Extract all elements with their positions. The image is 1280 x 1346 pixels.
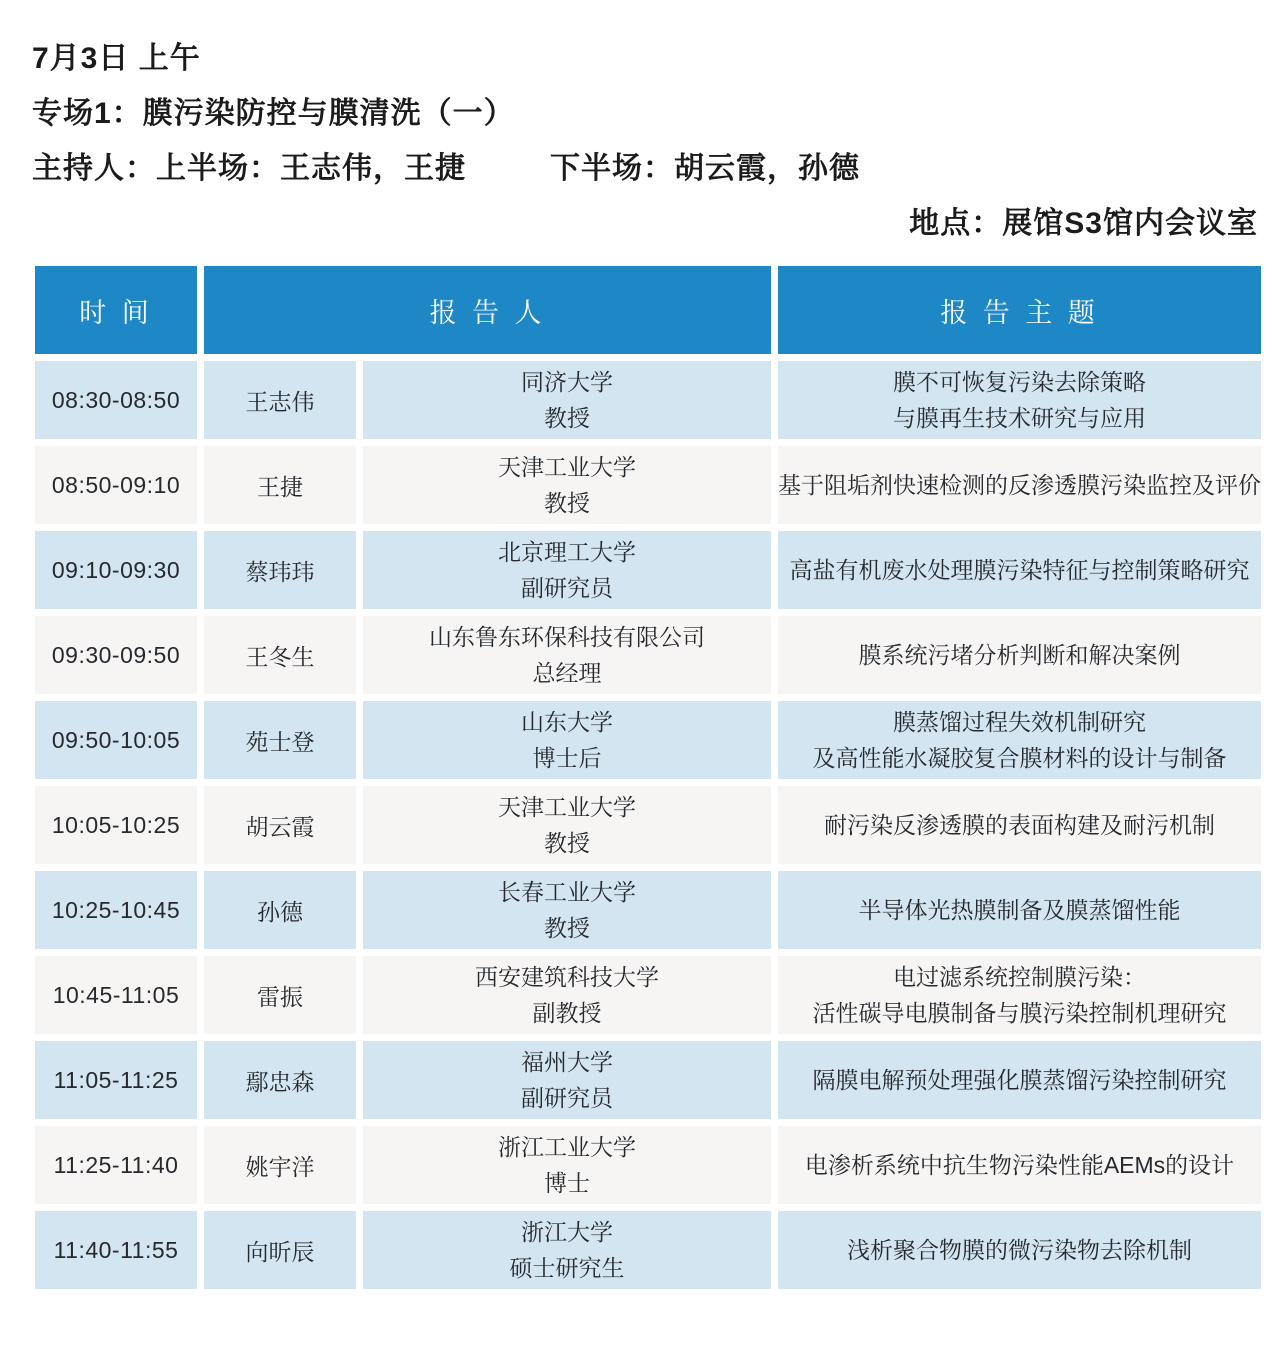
- affiliation-org: 山东大学: [521, 709, 613, 735]
- speaker-name-cell: 蔡玮玮: [204, 531, 356, 609]
- speaker-affiliation-cell: [363, 956, 771, 1034]
- time-cell: 10:05-10:25: [35, 786, 197, 864]
- time-cell: 09:10-09:30: [35, 531, 197, 609]
- time-cell: 11:40-11:55: [35, 1211, 197, 1289]
- table-row: [35, 446, 1261, 524]
- header-topic: 报 告 主 题: [778, 266, 1261, 354]
- session-title: 专场1：膜污染防控与膜清洗（一）: [32, 97, 515, 130]
- topic-cell: [778, 531, 1261, 609]
- topic-cell: [778, 1126, 1261, 1204]
- speaker-name-cell: 苑士登: [204, 701, 356, 779]
- speaker-name-cell: 姚宇洋: [204, 1126, 356, 1204]
- topic-cell: [778, 701, 1261, 779]
- affiliation-title: 教授: [544, 405, 590, 431]
- time-cell: 11:05-11:25: [35, 1041, 197, 1119]
- schedule-table: [28, 259, 1268, 1296]
- table-row: [35, 616, 1261, 694]
- affiliation-title: 博士后: [532, 745, 602, 771]
- topic-cell: [778, 616, 1261, 694]
- topic-cell: [778, 956, 1261, 1034]
- topic-cell: [778, 1041, 1261, 1119]
- speaker-affiliation-cell: [363, 1041, 771, 1119]
- affiliation-org: 福州大学: [521, 1049, 613, 1075]
- topic-cell: [778, 871, 1261, 949]
- topic-line: 膜系统污堵分析判断和解决案例: [858, 642, 1181, 668]
- table-row: [35, 1126, 1261, 1204]
- speaker-name-cell: 雷振: [204, 956, 356, 1034]
- speaker-affiliation-cell: [363, 1126, 771, 1204]
- speaker-affiliation-cell: [363, 701, 771, 779]
- affiliation-org: 山东鲁东环保科技有限公司: [429, 624, 705, 650]
- speaker-name-cell: 王志伟: [204, 361, 356, 439]
- topic-line: 浅析聚合物膜的微污染物去除机制: [847, 1237, 1193, 1263]
- speaker-affiliation-cell: [363, 361, 771, 439]
- time-cell: 08:50-09:10: [35, 446, 197, 524]
- affiliation-org: 浙江大学: [521, 1219, 613, 1245]
- affiliation-org: 浙江工业大学: [498, 1134, 636, 1160]
- time-cell: 10:45-11:05: [35, 956, 197, 1034]
- affiliation-title: 教授: [544, 915, 590, 941]
- location-line: 地点：展馆S3馆内会议室: [909, 207, 1258, 240]
- table-row: [35, 1041, 1261, 1119]
- time-cell: 11:25-11:40: [35, 1126, 197, 1204]
- affiliation-title: 硕士研究生: [509, 1255, 625, 1281]
- affiliation-title: 博士: [544, 1170, 590, 1196]
- speaker-affiliation-cell: [363, 1211, 771, 1289]
- topic-line: 及高性能水凝胶复合膜材料的设计与制备: [812, 745, 1227, 771]
- topic-line: 膜蒸馏过程失效机制研究: [893, 709, 1147, 735]
- speaker-name-cell: 王捷: [204, 446, 356, 524]
- affiliation-title: 教授: [544, 830, 590, 856]
- speaker-affiliation-cell: [363, 786, 771, 864]
- table-row: [35, 531, 1261, 609]
- header-time: 时 间: [35, 266, 197, 354]
- topic-line: 活性碳导电膜制备与膜污染控制机理研究: [812, 1000, 1227, 1026]
- table-row: [35, 701, 1261, 779]
- speaker-name-cell: 鄢忠森: [204, 1041, 356, 1119]
- affiliation-org: 长春工业大学: [498, 879, 636, 905]
- header-speaker: 报 告 人: [204, 266, 771, 354]
- speaker-affiliation-cell: [363, 446, 771, 524]
- affiliation-org: 西安建筑科技大学: [475, 964, 659, 990]
- table-row: [35, 361, 1261, 439]
- topic-line: 耐污染反渗透膜的表面构建及耐污机制: [824, 812, 1216, 838]
- affiliation-org: 同济大学: [521, 369, 613, 395]
- topic-cell: [778, 446, 1261, 524]
- hosts-first-half: 上半场：王志伟，王捷: [156, 152, 466, 185]
- speaker-affiliation-cell: [363, 871, 771, 949]
- topic-cell: [778, 361, 1261, 439]
- affiliation-org: 天津工业大学: [498, 454, 636, 480]
- topic-cell: [778, 786, 1261, 864]
- time-cell: 09:30-09:50: [35, 616, 197, 694]
- topic-line: 膜不可恢复污染去除策略: [893, 369, 1147, 395]
- table-row: [35, 786, 1261, 864]
- affiliation-title: 副研究员: [521, 575, 613, 601]
- topic-cell: [778, 1211, 1261, 1289]
- speaker-name-cell: 向昕辰: [204, 1211, 356, 1289]
- time-cell: 10:25-10:45: [35, 871, 197, 949]
- table-row: [35, 1211, 1261, 1289]
- speaker-name-cell: 孙德: [204, 871, 356, 949]
- affiliation-title: 副研究员: [521, 1085, 613, 1111]
- speaker-name-cell: 王冬生: [204, 616, 356, 694]
- topic-line: 半导体光热膜制备及膜蒸馏性能: [858, 897, 1181, 923]
- affiliation-title: 总经理: [532, 660, 602, 686]
- speaker-affiliation-cell: [363, 531, 771, 609]
- topic-line: 隔膜电解预处理强化膜蒸馏污染控制研究: [812, 1067, 1227, 1093]
- speaker-affiliation-cell: [363, 616, 771, 694]
- table-header-row: [35, 266, 1261, 354]
- table-row: [35, 871, 1261, 949]
- topic-line: 电过滤系统控制膜污染：: [893, 964, 1147, 990]
- topic-line: 高盐有机废水处理膜污染特征与控制策略研究: [789, 557, 1250, 583]
- table-row: [35, 956, 1261, 1034]
- hosts-second-half: 下半场：胡云霞，孙德: [550, 152, 860, 185]
- affiliation-org: 天津工业大学: [498, 794, 636, 820]
- speaker-name-cell: 胡云霞: [204, 786, 356, 864]
- topic-line: 基于阻垢剂快速检测的反渗透膜污染监控及评价: [778, 472, 1262, 498]
- hosts-label: 主持人：: [32, 152, 156, 185]
- hosts-line: [32, 150, 1258, 188]
- topic-line: 电渗析系统中抗生物污染性能AEMs的设计: [804, 1152, 1235, 1178]
- time-cell: 08:30-08:50: [35, 361, 197, 439]
- topic-line: 与膜再生技术研究与应用: [893, 405, 1147, 431]
- time-cell: 09:50-10:05: [35, 701, 197, 779]
- affiliation-org: 北京理工大学: [498, 539, 636, 565]
- date-line: 7月3日 上午: [32, 42, 201, 75]
- affiliation-title: 副教授: [532, 1000, 602, 1026]
- affiliation-title: 教授: [544, 490, 590, 516]
- page-header: [0, 0, 1280, 243]
